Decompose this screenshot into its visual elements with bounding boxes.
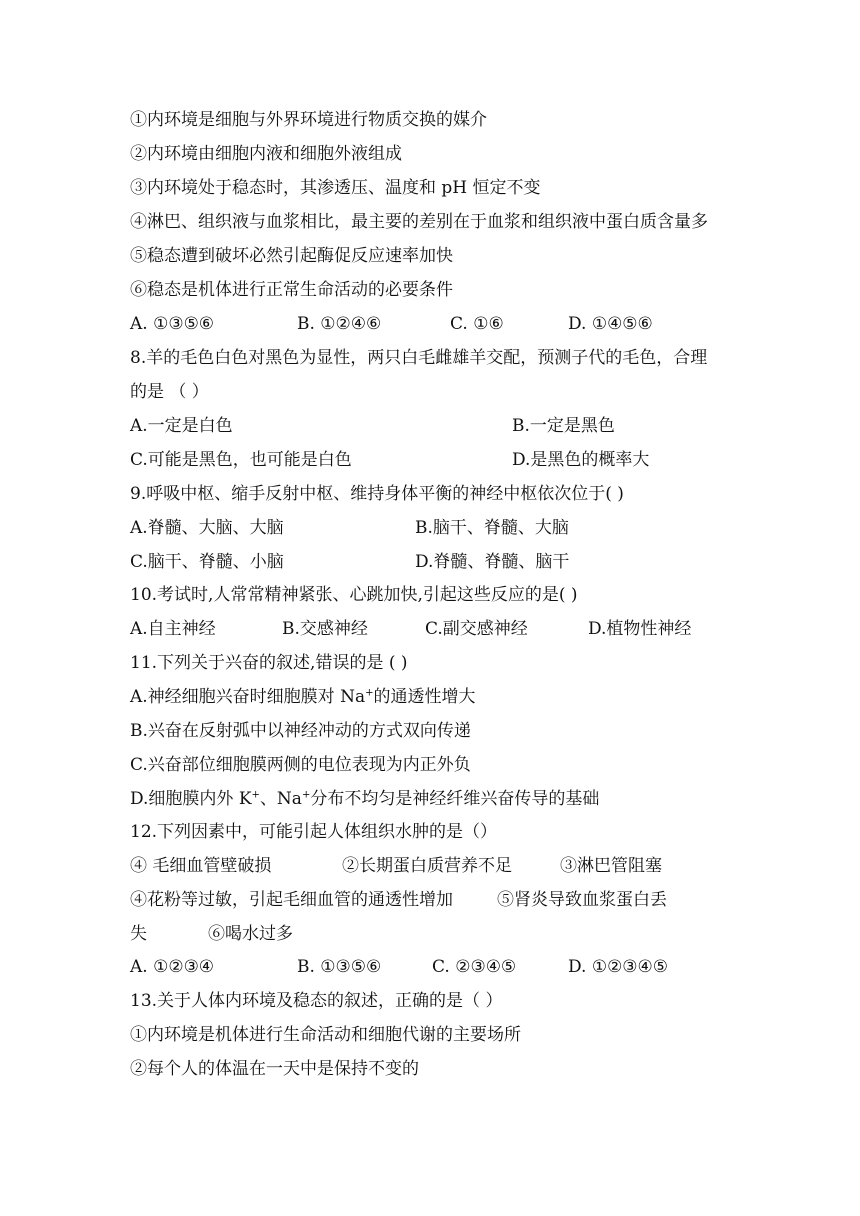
q12-option-d: D. ①②③④⑤ [568,957,669,977]
q9-option-a: A.脊髓、大脑、大脑 [130,518,284,538]
statement-4: ④淋巴、组织液与血浆相比，最主要的差别在于血浆和组织液中蛋白质含量多 [130,212,708,232]
q8-stem-line-1: 8.羊的毛色白色对黑色为显性，两只白毛雌雄羊交配，预测子代的毛色，合理 [130,348,708,368]
q7-options [130,307,740,341]
q8-stem-line-2: 的是 （ ） [130,382,209,402]
q7-option-d: D. ①④⑤⑥ [568,314,653,334]
q11-option-d-superscript-1: + [251,789,260,801]
q10-option-c: C.副交感神经 [425,619,528,639]
q11-option-c: C.兴奋部位细胞膜两侧的电位表现为内正外负 [130,755,471,775]
q12-item-3: ③淋巴管阻塞 [560,856,662,876]
q11-option-d-superscript-2: + [301,789,311,801]
q11-stem: 11.下列关于兴奋的叙述,错误的是 ( ) [130,653,408,673]
q11-option-d-text-mid: 、Na [259,789,302,809]
statement-5: ⑤稳态遭到破坏必然引起酶促反应速率加快 [130,246,453,266]
q7-option-b: B. ①②④⑥ [297,314,382,334]
q8-options-row-1 [130,409,740,443]
q11-option-a [130,680,740,714]
q12-options [130,950,740,984]
q11-option-a-text: A.神经细胞兴奋时细胞膜对 Na [130,687,366,707]
statement-1: ①内环境是细胞与外界环境进行物质交换的媒介 [130,110,487,130]
q10-option-d: D.植物性神经 [588,619,692,639]
q12-item-1: ④ 毛细血管壁破损 [130,856,272,876]
q12-item-2: ②长期蛋白质营养不足 [342,856,512,876]
q10-options [130,612,740,646]
q10-option-b: B.交感神经 [282,619,368,639]
q12-item-4: ④花粉等过敏，引起毛细血管的通透性增加 [130,890,453,910]
q13-statement-2: ②每个人的体温在一天中是保持不变的 [130,1059,419,1079]
q10-option-a: A.自主神经 [130,619,216,639]
q9-options-row-2 [130,545,740,579]
q10-stem: 10.考试时,人常常精神紧张、心跳加快,引起这些反应的是( ) [130,585,578,605]
statement-3: ③内环境处于稳态时，其渗透压、温度和 pH 恒定不变 [130,178,541,198]
q12-item-6: ⑥喝水过多 [208,924,293,944]
q12-item-5: ⑤肾炎导致血浆蛋白丢 [497,890,667,910]
statement-6: ⑥稳态是机体进行正常生命活动的必要条件 [130,280,453,300]
q9-option-b: B.脑干、脊髓、大脑 [415,518,569,538]
q12-option-a: A. ①②③④ [130,957,215,977]
q7-option-c: C. ①⑥ [450,314,504,334]
q12-stem: 12.下列因素中，可能引起人体组织水肿的是（） [130,822,498,842]
q12-item-5-end: 失 [130,924,147,944]
q9-option-d: D.脊髓、脊髓、脑干 [415,552,570,572]
q13-statement-1: ①内环境是机体进行生命活动和细胞代谢的主要场所 [130,1025,521,1045]
q12-option-b: B. ①③⑤⑥ [297,957,382,977]
q8-option-a: A.一定是白色 [130,416,233,436]
q12-items-row-1 [130,849,740,883]
q12-items-row-2 [130,883,740,917]
q9-options-row-1 [130,511,740,545]
q9-option-c: C.脑干、脊髓、小脑 [130,552,284,572]
q12-option-c: C. ②③④⑤ [432,957,517,977]
q11-option-b: B.兴奋在反射弧中以神经冲动的方式双向传递 [130,721,471,741]
q11-option-d-text-end: 分布不均匀是神经纤维兴奋传导的基础 [310,789,600,809]
q11-option-d [130,782,740,816]
q8-option-b: B.一定是黑色 [512,416,615,436]
q11-option-a-superscript: + [365,687,374,699]
q12-items-row-3 [130,917,740,951]
q13-stem: 13.关于人体内环境及稳态的叙述，正确的是（ ） [130,991,503,1011]
q11-option-a-text-end: 的通透性增大 [373,687,476,707]
q7-option-a: A. ①③⑤⑥ [130,314,215,334]
q8-option-d: D.是黑色的概率大 [512,450,650,470]
q8-options-row-2 [130,443,740,477]
q11-option-d-text: D.细胞膜内外 K [130,789,252,809]
statement-2: ②内环境由细胞内液和细胞外液组成 [130,144,402,164]
q9-stem: 9.呼吸中枢、缩手反射中枢、维持身体平衡的神经中枢依次位于( ) [130,484,624,504]
q8-option-c: C.可能是黑色，也可能是白色 [130,450,352,470]
